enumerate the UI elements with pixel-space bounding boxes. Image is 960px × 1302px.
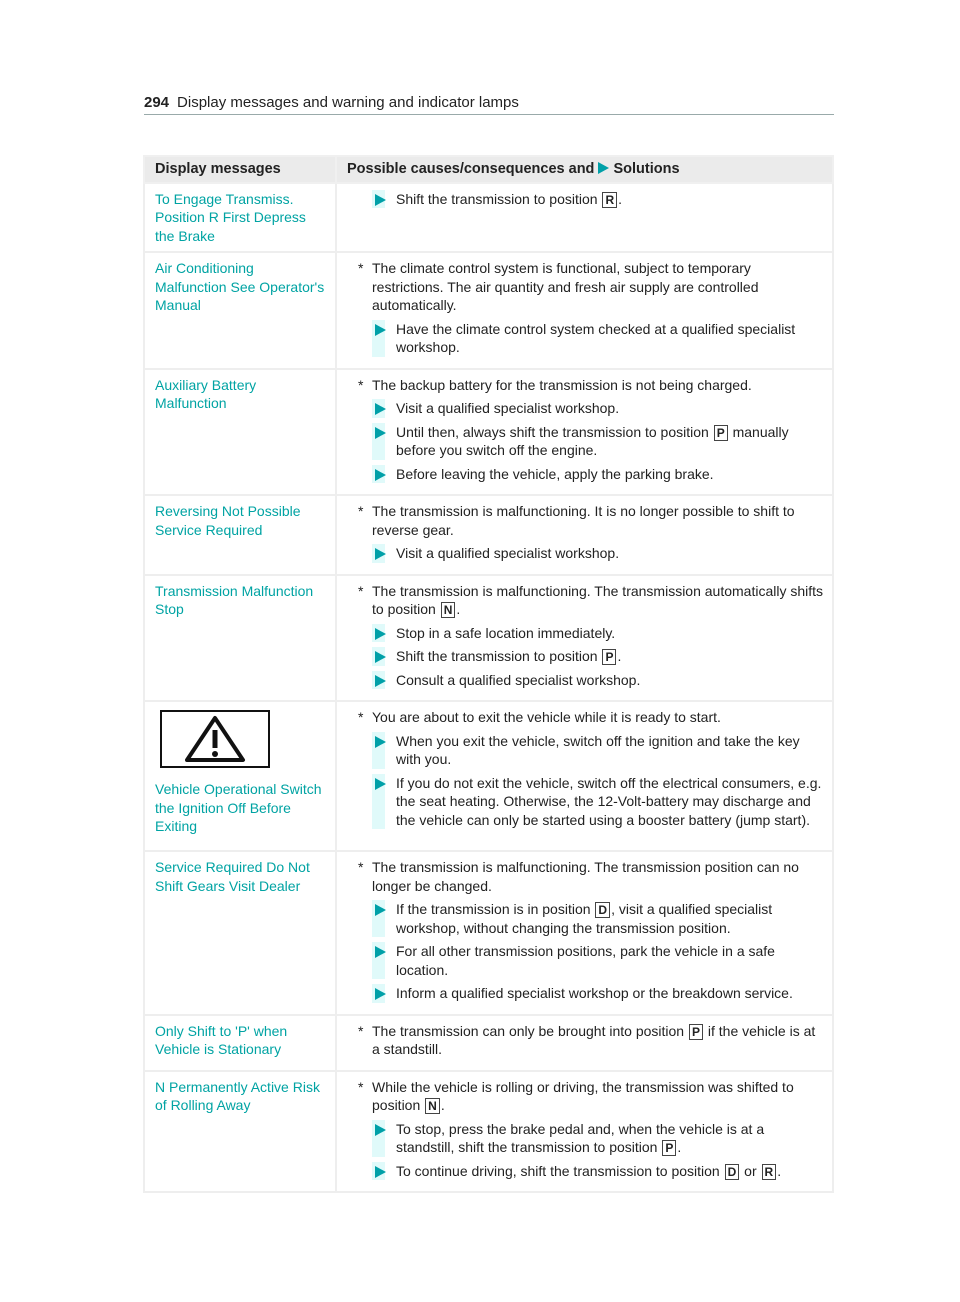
asterisk: * — [358, 260, 364, 276]
item-text: Until then, always shift the transmission to position — [396, 423, 713, 440]
item-text: Shift the transmission to position — [396, 190, 602, 207]
display-message-cell — [144, 1071, 336, 1193]
display-message-cell — [144, 575, 336, 702]
gear-position-key: D — [725, 1164, 740, 1180]
solution-arrow-icon — [375, 904, 386, 916]
gear-position-key: P — [602, 649, 616, 665]
column-header-solutions-text: Solutions — [613, 161, 680, 177]
cause-item — [349, 582, 824, 619]
display-message-text: Auxiliary Battery Malfunction — [155, 376, 257, 411]
solution-arrow-icon — [375, 548, 386, 560]
asterisk: * — [358, 859, 364, 875]
table-row — [144, 252, 833, 369]
table-row — [144, 369, 833, 496]
page-number: 294 — [144, 94, 170, 111]
solutions-cell — [336, 701, 833, 851]
item-text: The transmission is malfunctioning. It is no longer possible to shift to reverse gear. — [372, 503, 795, 538]
item-text: Inform a qualified specialist workshop or the breakdown service. — [396, 985, 793, 1001]
solution-step — [349, 624, 824, 643]
solution-arrow-icon — [598, 162, 609, 174]
asterisk: * — [358, 503, 364, 519]
table-row — [144, 495, 833, 575]
solution-step — [349, 671, 824, 690]
item-text: . — [456, 601, 461, 617]
display-message-cell — [144, 701, 336, 851]
item-text: . — [677, 1139, 682, 1155]
item-text: The transmission is malfunctioning. The transmission automatically shifts to position — [372, 582, 824, 617]
solution-step — [349, 423, 824, 460]
solution-step — [349, 544, 824, 563]
item-text: You are about to exit the vehicle while it is ready to start. — [372, 709, 721, 725]
solution-step — [349, 900, 824, 937]
solution-step — [349, 732, 824, 769]
gear-position-key: P — [689, 1024, 703, 1040]
column-header-solutions — [336, 156, 833, 183]
display-message-text: N Permanently Active Risk of Rolling Away — [155, 1078, 320, 1113]
item-text: To stop, press the brake pedal and, when the vehicle is at a standstill, shift the transmission to position — [396, 1120, 765, 1155]
item-text: The transmission can only be brought into position — [372, 1022, 688, 1039]
display-message-text: Vehicle Operational Switch the Ignition Off Before Exiting — [155, 781, 322, 834]
solution-step — [349, 399, 824, 418]
item-text: . — [617, 648, 622, 664]
solution-step — [349, 942, 824, 979]
display-message-text: Reversing Not Possible Service Required — [155, 503, 301, 538]
table-row — [144, 1015, 833, 1071]
gear-position-key: D — [595, 902, 610, 918]
cause-item — [349, 259, 824, 315]
item-text: , visit a qualified specialist workshop, without changing the transmission position. — [396, 901, 773, 936]
solution-arrow-icon — [375, 736, 386, 748]
item-text: Visit a qualified specialist workshop. — [396, 545, 620, 561]
item-text: or — [740, 1162, 761, 1179]
solution-arrow-icon — [375, 651, 386, 663]
item-text: Have the climate control system checked at a qualified specialist workshop. — [396, 320, 796, 355]
solution-step — [349, 984, 824, 1003]
gear-position-key: N — [441, 602, 456, 618]
solution-step — [349, 320, 824, 357]
solutions-cell — [336, 252, 833, 369]
item-text: if the vehicle is at a standstill. — [372, 1022, 816, 1057]
solutions-cell — [336, 575, 833, 702]
solution-arrow-icon — [375, 194, 386, 206]
solutions-cell — [336, 495, 833, 575]
display-message-text: Service Required Do Not Shift Gears Visit Dealer — [155, 859, 310, 894]
item-text: manually before you switch off the engine. — [396, 423, 789, 458]
solutions-cell — [336, 183, 833, 253]
item-text: Stop in a safe location immediately. — [396, 624, 616, 641]
solutions-cell — [336, 1015, 833, 1071]
cause-item — [349, 376, 824, 395]
cause-item — [349, 502, 824, 539]
column-header-text: Possible causes/consequences and — [347, 161, 595, 177]
item-text: The transmission is malfunctioning. The transmission position can no longer be changed. — [372, 859, 799, 894]
solution-arrow-icon — [375, 778, 386, 790]
item-text: . — [777, 1162, 782, 1179]
solution-arrow-icon — [375, 946, 386, 958]
table-row — [144, 183, 833, 253]
section-title: Display messages and warning and indicator lamps — [177, 94, 519, 111]
solution-arrow-icon — [375, 469, 386, 481]
display-message-cell — [144, 851, 336, 1015]
solutions-cell — [336, 1071, 833, 1193]
item-text: If the transmission is in position — [396, 901, 595, 917]
display-message-cell — [144, 1015, 336, 1071]
item-text: For all other transmission positions, park the vehicle in a safe location. — [396, 943, 775, 978]
display-messages-table — [143, 155, 834, 1193]
warning-triangle-icon — [160, 710, 270, 768]
asterisk: * — [358, 582, 364, 599]
display-message-cell — [144, 495, 336, 575]
table-header-row — [144, 156, 833, 183]
item-text: . — [440, 1097, 445, 1113]
cause-item — [349, 708, 824, 727]
solution-arrow-icon — [375, 427, 386, 439]
display-message-cell — [144, 369, 336, 496]
solution-step — [349, 774, 824, 830]
item-text: When you exit the vehicle, switch off the ignition and take the key with you. — [396, 732, 800, 767]
item-text: The backup battery for the transmission is not being charged. — [372, 376, 752, 393]
solutions-cell — [336, 851, 833, 1015]
asterisk: * — [358, 1022, 364, 1039]
solutions-cell — [336, 369, 833, 496]
page-header — [144, 94, 834, 115]
gear-position-key: P — [714, 425, 728, 441]
solution-arrow-icon — [375, 403, 386, 415]
asterisk: * — [358, 1078, 364, 1095]
solution-step — [349, 465, 824, 484]
solution-arrow-icon — [375, 628, 386, 640]
item-text: Shift the transmission to position — [396, 648, 602, 664]
item-text: To continue driving, shift the transmission to position — [396, 1162, 724, 1179]
column-header-messages: Display messages — [144, 156, 336, 183]
item-text: Before leaving the vehicle, apply the parking brake. — [396, 465, 714, 482]
display-message-cell — [144, 183, 336, 253]
display-message-text: Air Conditioning Malfunction See Operator's Manual — [155, 260, 325, 313]
gear-position-key: R — [602, 192, 617, 208]
solution-step — [349, 1120, 824, 1157]
solution-step — [349, 1162, 824, 1181]
gear-position-key: P — [662, 1140, 676, 1156]
solution-arrow-icon — [375, 988, 386, 1000]
asterisk: * — [358, 709, 364, 725]
solution-arrow-icon — [375, 1124, 386, 1136]
solution-arrow-icon — [375, 675, 386, 687]
table-row — [144, 575, 833, 702]
display-message-text: Transmission Malfunction Stop — [155, 582, 314, 617]
cause-item — [349, 1022, 824, 1059]
display-message-text: Only Shift to 'P' when Vehicle is Stationary — [155, 1022, 288, 1057]
solution-arrow-icon — [375, 324, 386, 336]
item-text: While the vehicle is rolling or driving, the transmission was shifted to position — [372, 1078, 794, 1113]
table-row — [144, 851, 833, 1015]
gear-position-key: R — [762, 1164, 777, 1180]
cause-item — [349, 1078, 824, 1115]
table-row — [144, 701, 833, 851]
item-text: Visit a qualified specialist workshop. — [396, 400, 620, 416]
display-message-cell — [144, 252, 336, 369]
cause-item — [349, 858, 824, 895]
gear-position-key: N — [425, 1098, 440, 1114]
item-text: The climate control system is functional, subject to temporary restrictions. The air quantity and fresh air supply are controlled automatically. — [372, 260, 759, 313]
solution-step — [349, 190, 824, 209]
item-text: Consult a qualified specialist workshop. — [396, 671, 641, 688]
solution-arrow-icon — [375, 1166, 386, 1178]
solution-step — [349, 647, 824, 666]
item-text: If you do not exit the vehicle, switch off the electrical consumers, e.g. the seat heating. Otherwise, the 12-Volt-battery may discharge and the vehicle can only be started using a booster battery (jump start). — [396, 774, 822, 828]
table-row — [144, 1071, 833, 1193]
display-message-text: To Engage Transmiss. Position R First Depress the Brake — [155, 190, 306, 244]
item-text: . — [618, 190, 622, 207]
asterisk: * — [358, 376, 364, 393]
